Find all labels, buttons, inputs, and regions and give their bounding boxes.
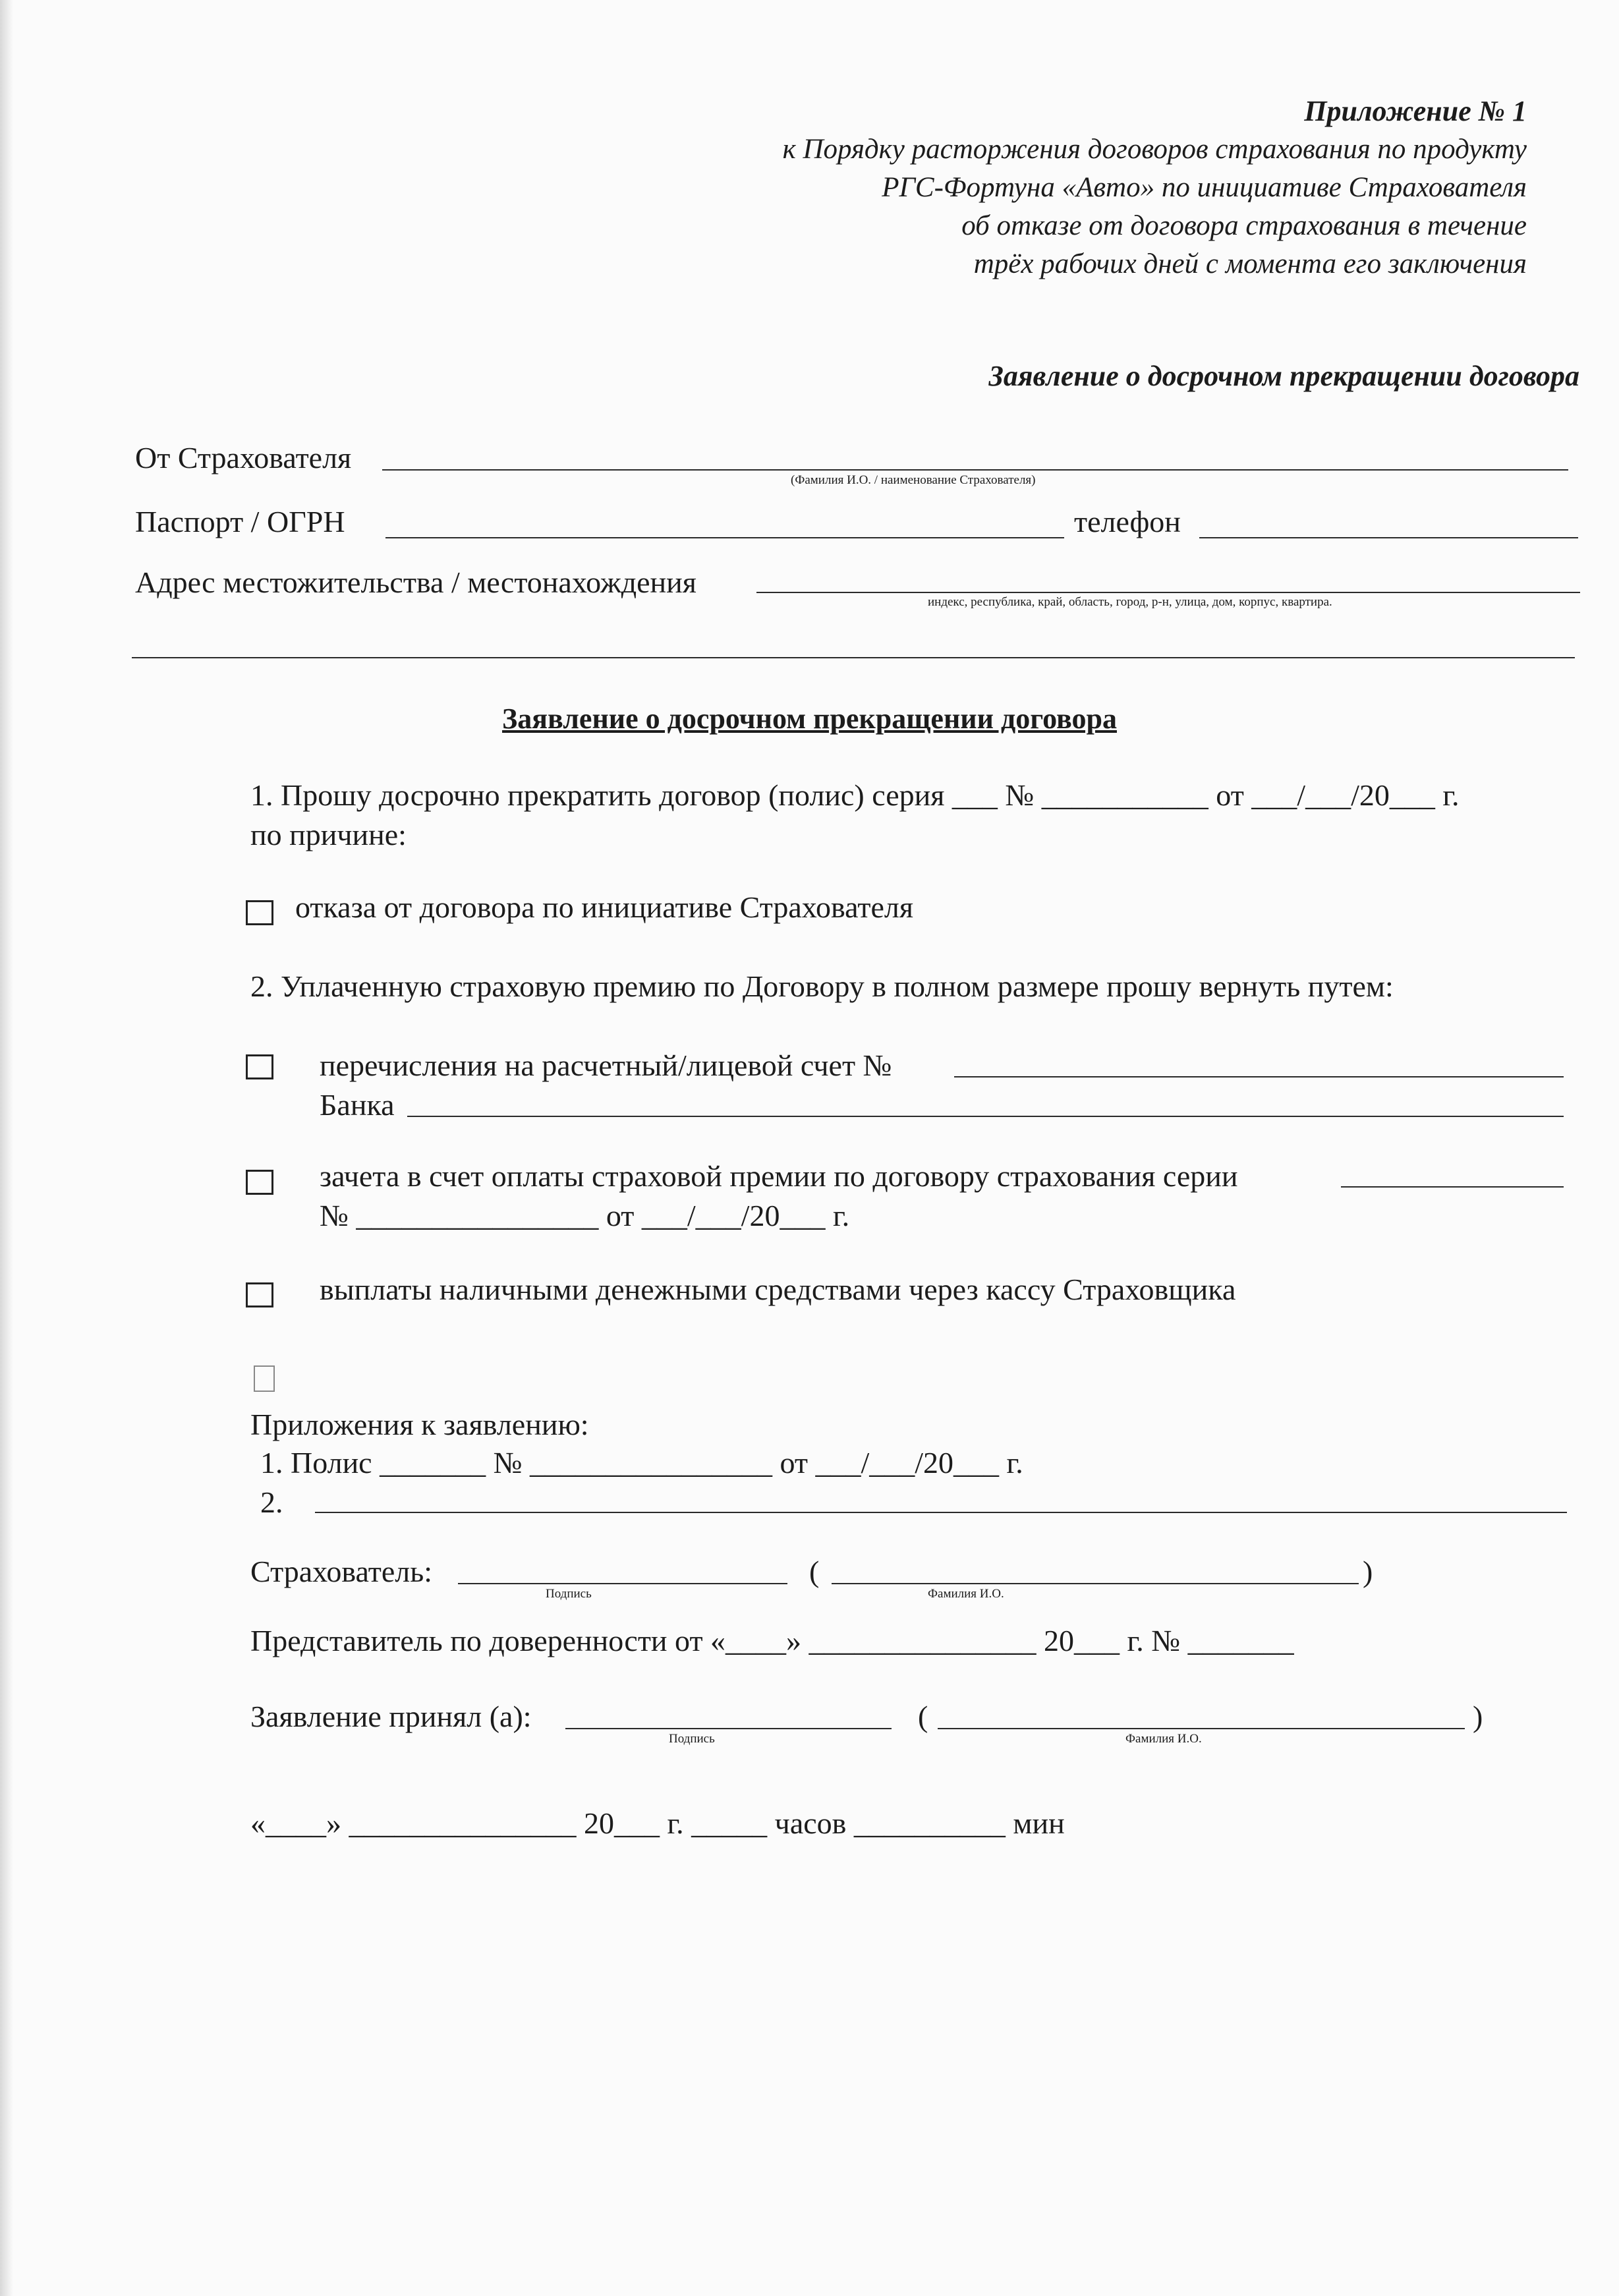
from-field[interactable] bbox=[382, 469, 1568, 471]
phone-field[interactable] bbox=[1199, 537, 1578, 538]
appendix-line-2: РГС-Фортуна «Авто» по инициативе Страхователя bbox=[882, 172, 1527, 203]
insurer-open-paren: ( bbox=[809, 1555, 820, 1588]
passport-label: Паспорт / ОГРН bbox=[135, 505, 345, 538]
datetime-line: «____» _______________ 20___ г. _____ часов __________ мин bbox=[250, 1806, 1065, 1840]
transfer-checkbox[interactable] bbox=[246, 1054, 273, 1079]
reason-option-label: отказа от договора по инициативе Страхователя bbox=[295, 890, 913, 924]
attachments-title: Приложения к заявлению: bbox=[250, 1408, 589, 1441]
cash-option-label: выплаты наличными денежными средствами через кассу Страховщика bbox=[320, 1273, 1236, 1306]
top-title: Заявление о досрочном прекращении договора bbox=[988, 360, 1579, 392]
appendix-heading: Приложение № 1 bbox=[1304, 95, 1527, 127]
accepted-sign-hint: Подпись bbox=[669, 1732, 715, 1746]
accepted-close-paren: ) bbox=[1473, 1700, 1483, 1733]
empty-checkbox[interactable] bbox=[254, 1365, 275, 1392]
accepted-name-hint: Фамилия И.О. bbox=[1125, 1732, 1202, 1746]
accepted-name-field[interactable] bbox=[938, 1728, 1465, 1729]
attachment-item-1: 1. Полис _______ № ________________ от ___/___/20___ г. bbox=[260, 1446, 1023, 1479]
scan-edge-shadow bbox=[0, 0, 13, 2296]
appendix-block bbox=[783, 92, 1527, 283]
statement-title: Заявление о досрочном прекращении договора bbox=[502, 703, 1117, 735]
accepted-open-paren: ( bbox=[918, 1700, 928, 1733]
address-label: Адрес местожительства / местонахождения bbox=[135, 565, 696, 599]
passport-field[interactable] bbox=[385, 537, 1064, 538]
offset-series-field[interactable] bbox=[1341, 1186, 1564, 1188]
transfer-line1: перечисления на расчетный/лицевой счет № bbox=[320, 1048, 892, 1082]
insurer-sign-hint: Подпись bbox=[546, 1587, 592, 1601]
offset-line2: № ________________ от ___/___/20___ г. bbox=[320, 1199, 850, 1232]
insurer-label: Страхователь: bbox=[250, 1555, 432, 1588]
address-field[interactable] bbox=[756, 592, 1580, 593]
appendix-line-4: трёх рабочих дней с момента его заключения bbox=[973, 248, 1527, 279]
phone-label: телефон bbox=[1074, 505, 1181, 538]
attachment-item-2: 2. bbox=[260, 1485, 283, 1519]
address-hint: индекс, республика, край, область, город, р-н, улица, дом, корпус, квартира. bbox=[928, 595, 1332, 609]
accepted-label: Заявление принял (а): bbox=[250, 1700, 532, 1733]
offset-checkbox[interactable] bbox=[246, 1170, 273, 1195]
from-label: От Страхователя bbox=[135, 441, 352, 474]
cash-checkbox[interactable] bbox=[246, 1282, 273, 1307]
bank-field[interactable] bbox=[407, 1116, 1564, 1117]
attachment-item-2-field[interactable] bbox=[315, 1512, 1567, 1513]
insurer-name-hint: Фамилия И.О. bbox=[928, 1587, 1004, 1601]
accepted-signature-field[interactable] bbox=[565, 1728, 892, 1729]
representative-line: Представитель по доверенности от «____» _______________ 20___ г. № _______ bbox=[250, 1624, 1294, 1657]
from-hint: (Фамилия И.О. / наименование Страхователя) bbox=[791, 473, 1036, 487]
appendix-line-1: к Порядку расторжения договоров страхования по продукту bbox=[782, 134, 1527, 165]
reason-checkbox[interactable] bbox=[246, 900, 273, 925]
transfer-bank-label: Банка bbox=[320, 1088, 395, 1122]
appendix-line-3: об отказе от договора страхования в течение bbox=[961, 210, 1527, 241]
insurer-name-field[interactable] bbox=[832, 1583, 1359, 1584]
item1-text: 1. Прошу досрочно прекратить договор (полис) серия ___ № ___________ от ___/___/20___ г. bbox=[250, 778, 1460, 812]
insurer-signature-field[interactable] bbox=[458, 1583, 787, 1584]
address-field-2[interactable] bbox=[132, 657, 1575, 658]
offset-line1: зачета в счет оплаты страховой премии по договору страхования серии bbox=[320, 1159, 1238, 1193]
item2-text: 2. Уплаченную страховую премию по Договору в полном размере прошу вернуть путем: bbox=[250, 969, 1394, 1003]
insurer-close-paren: ) bbox=[1363, 1555, 1373, 1588]
item1-reason-label: по причине: bbox=[250, 818, 407, 851]
account-field[interactable] bbox=[954, 1076, 1564, 1077]
